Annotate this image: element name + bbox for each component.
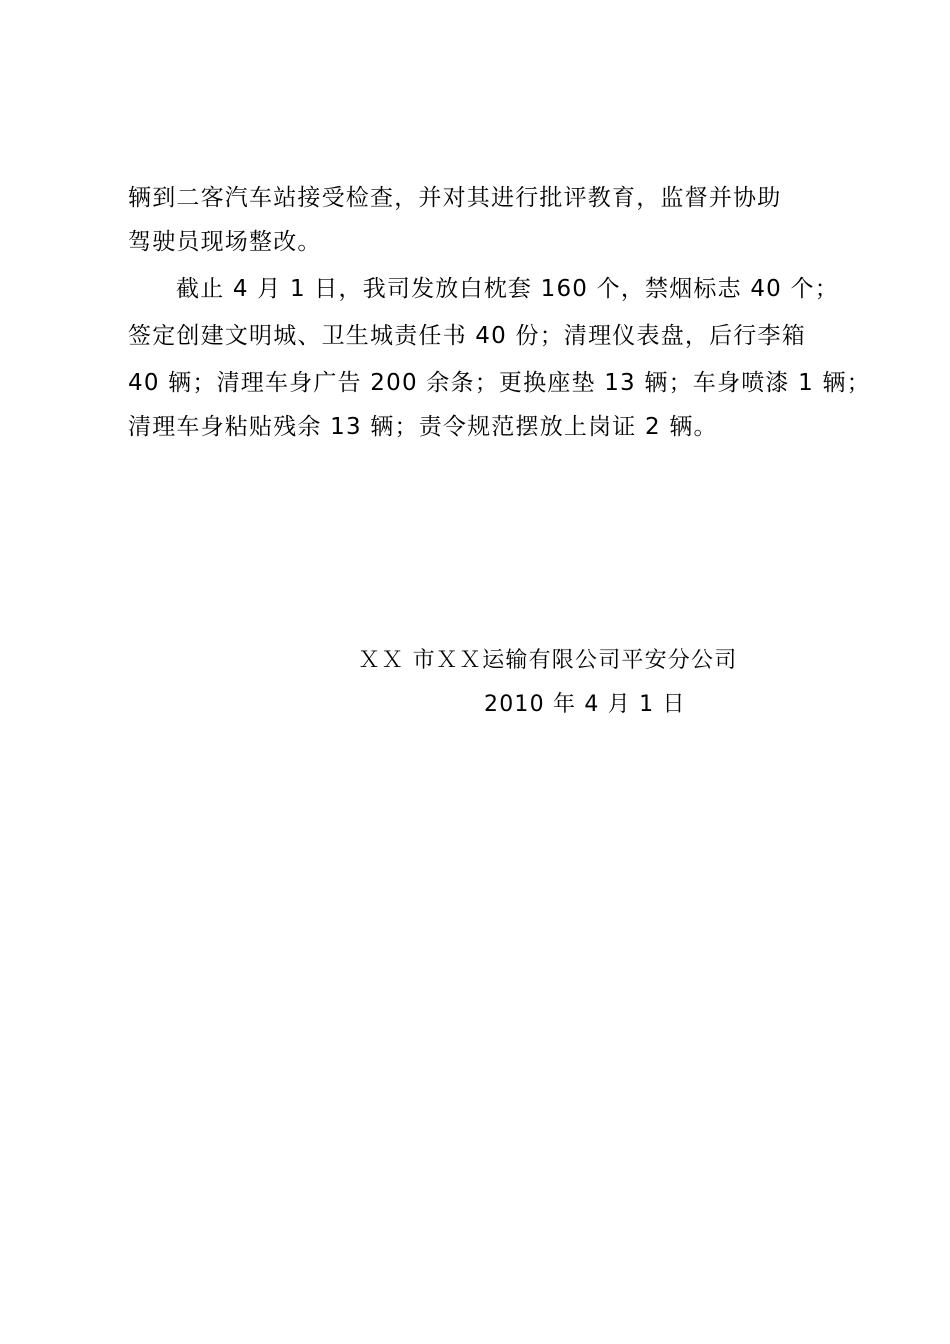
body-text-line: 40 辆；清理车身广告 200 余条；更换座垫 13 辆；车身喷漆 1 辆； xyxy=(128,370,871,396)
body-text-line: 清理车身粘贴残余 13 辆；责令规范摆放上岗证 2 辆。 xyxy=(128,414,718,440)
signature-date: 2010 年 4 月 1 日 xyxy=(484,692,686,717)
body-text-line: 截止 4 月 1 日，我司发放白枕套 160 个，禁烟标志 40 个； xyxy=(176,276,839,302)
body-text-line: 签定创建文明城、卫生城责任书 40 份；清理仪表盘，后行李箱 xyxy=(128,323,806,349)
body-text-line: 辆到二客汽车站接受检查，并对其进行批评教育，监督并协助 xyxy=(128,185,782,211)
signature-company: ＸＸ 市ＸＸ运输有限公司平安分公司 xyxy=(358,648,738,673)
body-text-line: 驾驶员现场整改。 xyxy=(128,229,322,255)
